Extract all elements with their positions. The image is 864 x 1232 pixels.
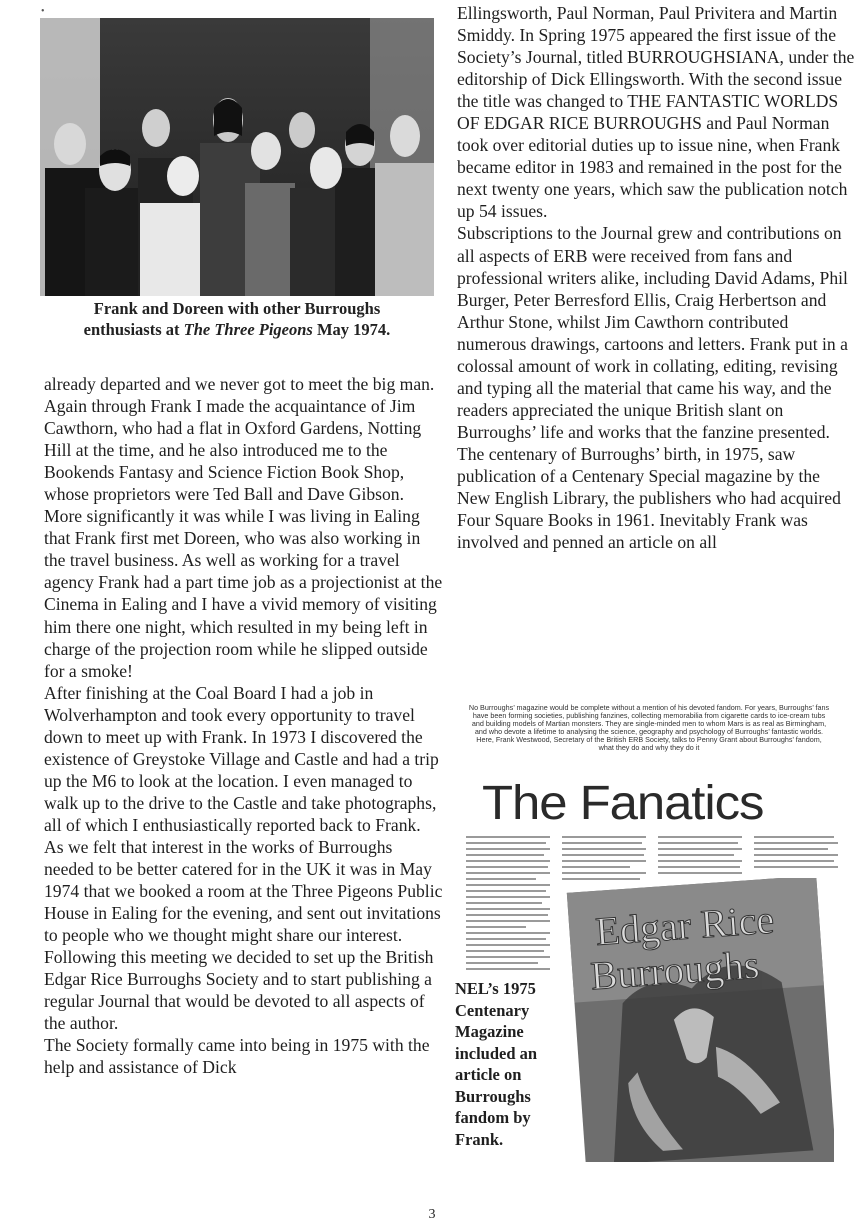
caption-prefix: enthusiasts at <box>83 320 184 339</box>
clipping-byline: Here, Frank Westwood, Secretary of the British ERB Society, talks to Penny Grant about Burroughs’ fandom, what they do and why they do it <box>476 735 822 753</box>
left-paragraph-5: As we felt that interest in the works of Burroughs needed to be better catered for in the UK it was in May 1974 that we booked a room at the Three Pigeons Public House in Ealing for the evening, and sent out invitations to people who we thought might share our interest. Following this meeting we decided to set up the British Edgar Rice Burroughs Society and to start publishing a regular Journal that would be devoted to all aspects of the author. <box>44 836 443 1034</box>
caption-line-2 <box>40 319 434 340</box>
cover-title-line-2: Burroughs <box>589 941 761 999</box>
left-paragraph-1: already departed and we never got to meet the big man. <box>44 374 435 394</box>
right-paragraph-3: The centenary of Burroughs’ birth, in 1975, saw publication of a Centenary Special magazine by the New English Library, the publishers who had acquired Four Square Books in 1961. Inevitably Frank was involved and penned an article on all <box>457 443 841 553</box>
caption-line-1: Frank and Doreen with other Burroughs <box>93 299 381 318</box>
page-number: 3 <box>428 1207 436 1222</box>
clipping-intro <box>468 704 830 753</box>
clipping-intro-text: No Burroughs’ magazine would be complete without a mention of his devoted fandom. For years, Burroughs’ fans have been forming societies, publishing fanzines, collecting memorabilia from cigarette cards to ice-cream tubs and building models of Martian monsters. They are single-minded men to whom Mars is as real as Birmingham, and who devote a lifetime to analysing the science, geography and psychology of Burroughs’ fantastic worlds. <box>468 703 830 737</box>
left-paragraph-6: The Society formally came into being in 1975 with the help and assistance of Dick <box>44 1035 430 1078</box>
left-paragraph-4: After finishing at the Coal Board I had a job in Wolverhampton and took every opportunity to travel down to meet up with Frank. In 1973 I discovered the existence of Greystoke Village and Castle and had a trip up the M6 to look at the location. I even managed to walk up to the drive to the Castle and take photographs, all of which I enthusiastically reported back to Frank. <box>44 682 439 835</box>
caption-venue: The Three Pigeons <box>183 320 313 339</box>
cover-title-line-1: Edgar Rice <box>594 896 776 954</box>
right-paragraph-2: Subscriptions to the Journal grew and contributions on all aspects of ERB were received from fans and professional writers alike, including David Adams, Phil Burger, Peter Berresford Ellis, Craig Herbertson and Arthur Stone, whilst Jim Cawthorn contributed numerous drawings, cartoons and letters. Frank put in a colossal amount of work in collating, editing, revising and typing all the material that came his way, and the readers appreciated the unique British slant on Burroughs’ life and works that the fanzine presented. <box>457 223 848 442</box>
left-text-column <box>44 373 446 1079</box>
group-photo <box>40 18 434 296</box>
clipping-headline: The Fanatics <box>482 777 764 830</box>
caption-suffix: May 1974. <box>312 320 391 339</box>
photo-caption <box>40 298 434 340</box>
magazine-cover <box>564 878 834 1162</box>
magazine-clipping <box>452 700 846 1162</box>
left-paragraph-3: More significantly it was while I was living in Ealing that Frank first met Doreen, who was also working in the travel business. As well as working for a travel agency Frank had a part time job as a projectionist at the Cinema in Ealing and I have a vivid memory of visiting him there one night, which resulted in my being left in charge of the projection room while he slipped outside for a smoke! <box>44 506 443 681</box>
scan-mark: • <box>41 6 45 17</box>
right-paragraph-1: Ellingsworth, Paul Norman, Paul Privitera and Martin Smiddy. In Spring 1975 appeared the first issue of the Society’s Journal, titled BURROUGHSIANA, under the editorship of Dick Ellingsworth. With the second issue the title was changed to THE FANTASTIC WORLDS OF EDGAR RICE BURROUGHS and Paul Norman took over editorial duties up to issue nine, when Frank became editor in 1983 and remained in the post for the next twenty one years, which saw the publication notch up 54 issues. <box>457 3 855 222</box>
right-text-column <box>457 2 857 553</box>
clipping-caption: NEL’s 1975 Centenary Magazine included an article on Burroughs fandom by Frank. <box>455 979 538 1149</box>
left-paragraph-2: Again through Frank I made the acquaintance of Jim Cawthorn, who had a flat in Oxford Gardens, Notting Hill at the time, and he also introduced me to the Bookends Fantasy and Science Fiction Book Shop, whose proprietors were Ted Ball and Dave Gibson. <box>44 396 422 505</box>
